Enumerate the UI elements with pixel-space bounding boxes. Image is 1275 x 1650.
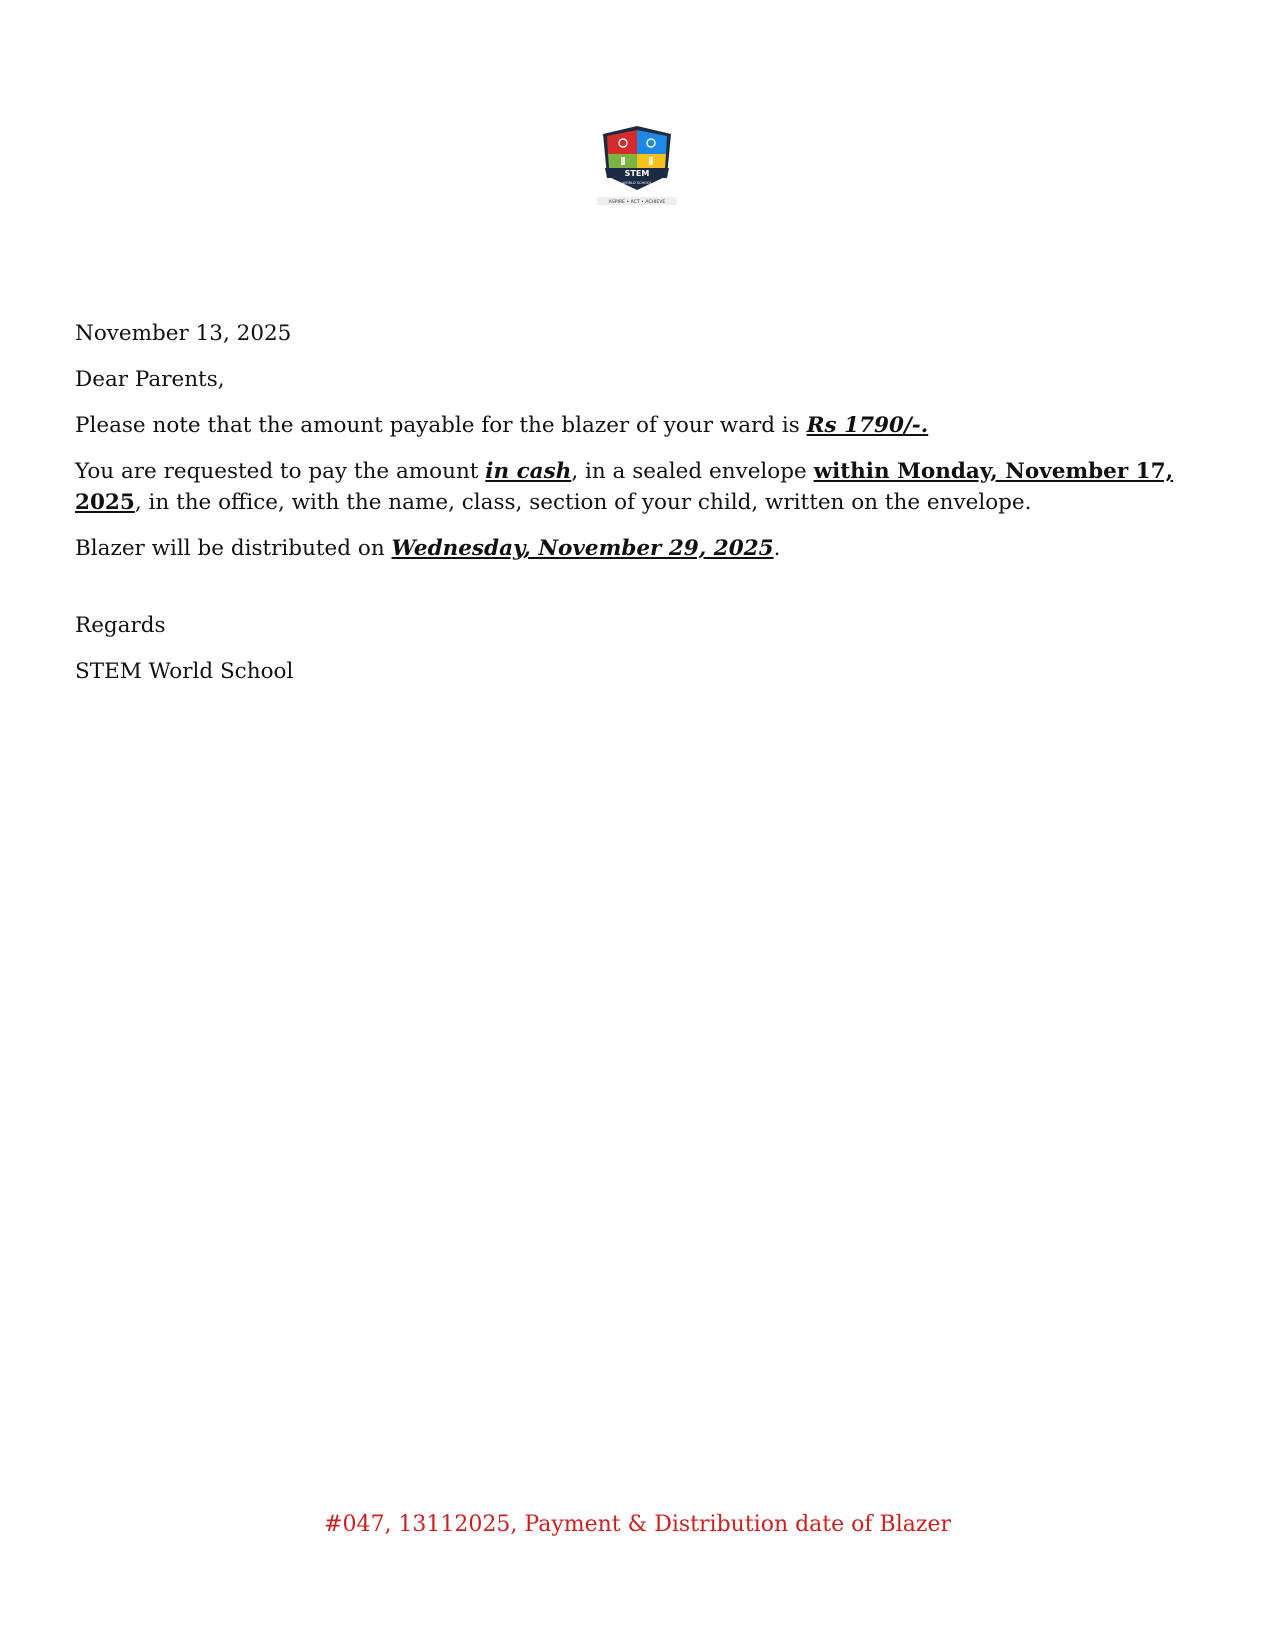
payment-deadline: within Monday, November 17, 2025 [75,459,1174,515]
school-logo [597,124,677,208]
payment-text-c: , in the office, with the name, class, section of your child, written on the envelope. [134,490,1032,515]
spacer [75,579,1200,610]
signature: STEM World School [75,659,294,684]
footer-reference: #047, 13112025, Payment & Distribution date of Blazer [324,1512,951,1537]
amount-paragraph [75,410,1200,441]
amount-value: Rs 1790/-. [806,413,929,438]
payment-text-b: , in a sealed envelope [571,459,814,484]
payment-instructions [75,456,1200,518]
distribution-paragraph [75,533,1200,564]
salutation: Dear Parents, [75,367,225,392]
amount-text: Please note that the amount payable for the blazer of your ward is [75,413,807,438]
letter-body [75,318,1200,702]
letter-date: November 13, 2025 [75,321,292,346]
logo-name-text: STEM [624,169,650,178]
logo-motto: ASPIRE • ACT • ACHIEVE [608,200,666,205]
closing: Regards [75,613,166,638]
distribution-end: . [773,536,781,561]
distribution-date: Wednesday, November 29, 2025 [391,536,774,561]
payment-mode: in cash [485,459,572,484]
logo-sub-text: WORLD SCHOOL [622,181,652,185]
distribution-text: Blazer will be distributed on [75,536,392,561]
payment-text-a: You are requested to pay the amount [75,459,486,484]
